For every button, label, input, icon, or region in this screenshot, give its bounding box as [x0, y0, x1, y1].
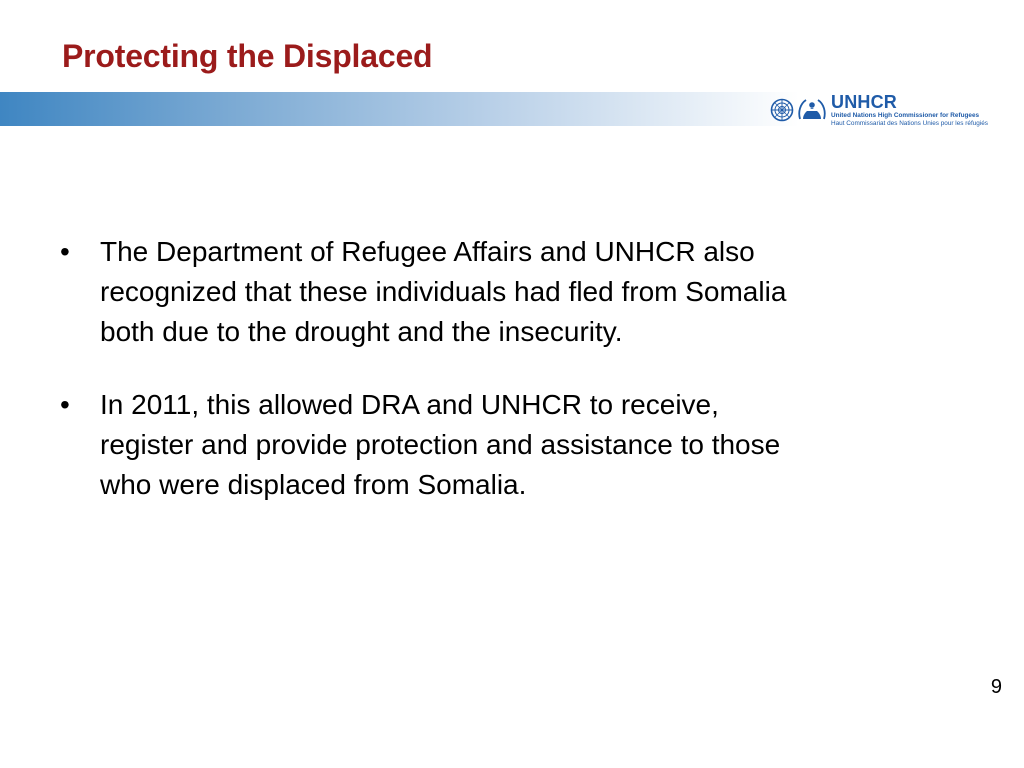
logo-subtitle-en: United Nations High Commissioner for Refugees — [831, 112, 980, 120]
bullet-marker: • — [60, 389, 70, 420]
bullet-marker: • — [60, 236, 70, 267]
logo-subtitle-fr: Haut Commissariat des Nations Unies pour les réfugiés — [831, 119, 988, 127]
logo-text — [831, 93, 988, 127]
bullet-item-2 — [60, 385, 960, 505]
unhcr-emblem-icon — [797, 97, 827, 123]
bullet-list — [60, 232, 960, 538]
logo-emblems — [770, 97, 827, 123]
logo-wordmark: UNHCR — [831, 92, 897, 113]
unhcr-logo — [770, 93, 995, 127]
un-emblem-icon — [770, 98, 794, 122]
bullet-2-line-3: who were displaced from Somalia. — [100, 469, 527, 500]
bullet-1-line-3: both due to the drought and the insecurity. — [100, 316, 623, 347]
page-number: 9 — [990, 676, 1002, 698]
slide-title: Protecting the Displaced — [62, 38, 433, 74]
bullet-1-line-1: The Department of Refugee Affairs and UNHCR also — [100, 236, 755, 267]
bullet-1-line-2: recognized that these individuals had fled from Somalia — [100, 276, 787, 307]
bullet-item-1 — [60, 232, 960, 352]
bullet-2-line-1: In 2011, this allowed DRA and UNHCR to receive, — [100, 389, 719, 420]
bullet-2-line-2: register and provide protection and assistance to those — [100, 429, 781, 460]
